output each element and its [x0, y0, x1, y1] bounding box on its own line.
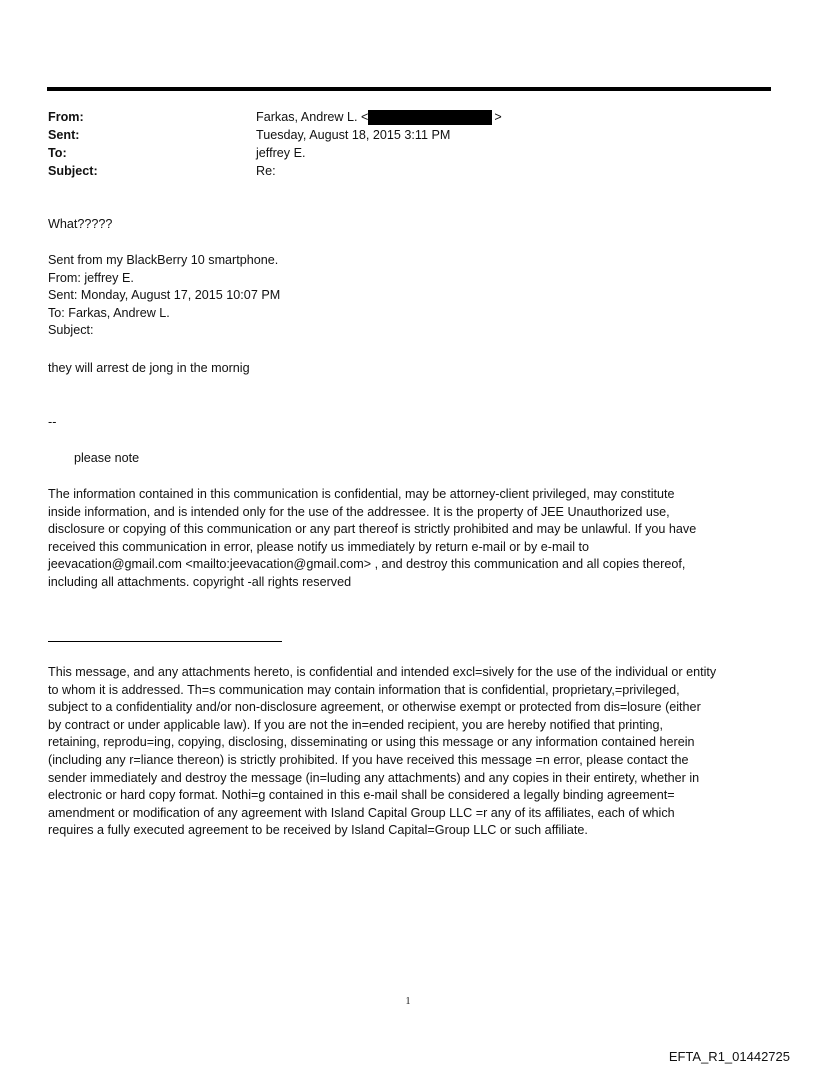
- legal-line: This message, and any attachments hereto, is confidential and intended excl=sively for the use of the individual or entity: [48, 665, 717, 679]
- forwarded-header: [48, 252, 778, 340]
- disclaimer-line: received this communication in error, please notify us immediately by return e-mail or by e-mail to: [48, 539, 590, 554]
- legal-notice: [48, 664, 778, 840]
- subject-value: Re:: [256, 164, 276, 178]
- from-suffix: >: [494, 110, 502, 124]
- from-name: Farkas, Andrew L. <: [256, 110, 369, 124]
- sent-row: [48, 126, 502, 144]
- sent-label: Sent:: [48, 128, 80, 142]
- redaction-box: [368, 110, 492, 125]
- disclaimer-line: inside information, and is intended only for the use of the addressee. It is the property of JEE Unauthorized use,: [48, 504, 670, 519]
- from-label: From:: [48, 110, 84, 124]
- section-rule: [48, 641, 282, 642]
- legal-line: sender immediately and destroy the message (in=luding any attachments) and any copies in their entirety, whether in: [48, 770, 700, 785]
- from-value: [256, 108, 502, 126]
- note-text: please note: [74, 451, 140, 465]
- forward-line: To: Farkas, Andrew L.: [48, 305, 170, 320]
- subject-row: [48, 162, 502, 180]
- signature-separator: --: [48, 415, 57, 429]
- sent-value: Tuesday, August 18, 2015 3:11 PM: [256, 128, 451, 142]
- confidentiality-disclaimer: [48, 486, 778, 592]
- forward-line: Sent from my BlackBerry 10 smartphone.: [48, 253, 279, 267]
- legal-line: electronic or hard copy format. Nothi=g contained in this e-mail shall be considered a legally binding agreement=: [48, 788, 675, 803]
- greeting: What?????: [48, 217, 113, 231]
- forward-line: Sent: Monday, August 17, 2015 10:07 PM: [48, 288, 281, 303]
- disclaimer-line: including all attachments. copyright -all rights reserved: [48, 574, 352, 589]
- legal-line: retaining, reprodu=ing, copying, disclosing, disseminating or using this message or any information contained herein: [48, 735, 695, 750]
- forward-line: Subject:: [48, 323, 94, 338]
- message-text: they will arrest de jong in the mornig: [48, 361, 250, 375]
- legal-line: subject to a confidentiality and/or non-disclosure agreement, or otherwise exempt or protected from dis=losure (either: [48, 700, 701, 715]
- from-row: [48, 108, 502, 126]
- to-row: [48, 144, 502, 162]
- subject-label: Subject:: [48, 164, 98, 178]
- legal-line: requires a fully executed agreement to be received by Island Capital=Group LLC or such affiliate.: [48, 823, 588, 838]
- forward-line: From: jeffrey E.: [48, 270, 134, 285]
- email-header: [48, 108, 502, 180]
- legal-line: to whom it is addressed. Th=s communication may contain information that is confidential, proprietary,=privileged,: [48, 682, 680, 697]
- disclaimer-line: disclosure or copying of this communication or any part thereof is strictly prohibited and may be unlawful. If you have: [48, 522, 697, 537]
- legal-line: by contract or under applicable law). If you are not the in=ended recipient, you are hereby notified that printing,: [48, 717, 664, 732]
- disclaimer-line: The information contained in this communication is confidential, may be attorney-client privileged, may constitute: [48, 487, 675, 501]
- legal-line: amendment or modification of any agreement with Island Capital Group LLC =r any of its affiliates, each of which: [48, 805, 675, 820]
- legal-line: (including any r=liance thereon) is strictly prohibited. If you have received this message =n error, please contact the: [48, 752, 689, 767]
- disclaimer-line: jeevacation@gmail.com <mailto:jeevacation@gmail.com> , and destroy this communication and all copies thereof,: [48, 557, 686, 572]
- to-label: To:: [48, 146, 67, 160]
- header-rule: [47, 87, 771, 91]
- document-id: EFTA_R1_01442725: [668, 1049, 790, 1064]
- page-number: 1: [405, 996, 411, 1007]
- to-value: jeffrey E.: [256, 146, 306, 160]
